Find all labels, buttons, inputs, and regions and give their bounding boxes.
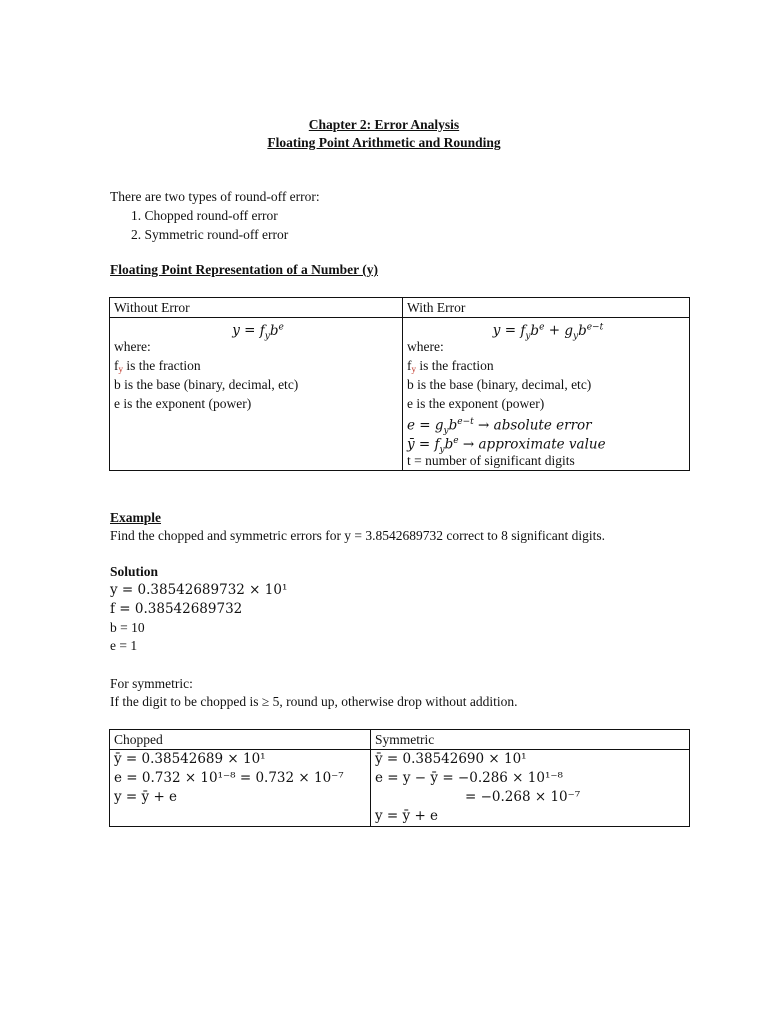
example-heading: Example [110,510,162,525]
representation-table [109,297,690,471]
symmetric-note-rule: If the digit to be chopped is ≥ 5, round up, otherwise drop without addition. [110,694,518,709]
example-prompt: Find the chopped and symmetric errors for y = 3.8542689732 correct to 8 significant digits. [110,528,606,543]
solution-y: y = 0.38542689732 × 10¹ [110,582,288,598]
symmetric-error: e = y − ȳ = −0.286 × 10¹⁻⁸ [375,770,563,786]
chopped-header: Chopped [114,732,163,747]
left-header: Without Error [114,300,190,315]
right-exponent: e is the exponent (power) [407,396,545,411]
left-base: b is the base (binary, decimal, etc) [114,377,299,392]
chopped-approx: ȳ = 0.38542689 × 10¹ [114,751,266,767]
right-header: With Error [407,300,466,315]
list-item: 2. Symmetric round-off error [131,227,289,242]
symmetric-header: Symmetric [375,732,435,747]
right-formula: $y = f_yb^e + g_yb^{e-t}$ [492,322,604,342]
approximate-value-line: ȳ = $f_yb^e$ → approximate value [407,436,606,456]
chopped-error: e = 0.732 × 10¹⁻⁸ = 0.732 × 10⁻⁷ [114,770,344,786]
right-base: b is the base (binary, decimal, etc) [407,377,592,392]
left-exponent: e is the exponent (power) [114,396,252,411]
representation-heading: Floating Point Representation of a Number (y) [110,262,378,277]
absolute-error-line: $e = g_yb^{e-t}$ → absolute error [407,417,592,437]
section-subtitle: Floating Point Arithmetic and Rounding [267,135,501,150]
solution-b: b = 10 [110,620,145,635]
symmetric-relation: y = ȳ + e [375,808,439,824]
solution-heading: Solution [110,564,159,579]
comparison-table [109,729,690,827]
right-fraction: fy is the fraction [407,358,494,374]
list-item: 1. Chopped round-off error [131,208,278,223]
symmetric-note-title: For symmetric: [110,676,193,691]
significant-digits-line: t = number of significant digits [407,453,575,468]
intro-lead: There are two types of round-off error: [110,189,320,204]
solution-f: f = 0.38542689732 [110,601,243,617]
right-where: where: [407,339,444,354]
left-fraction: fy is the fraction [114,358,201,374]
symmetric-error-result: = −0.268 × 10⁻⁷ [465,789,581,805]
solution-e: e = 1 [110,638,138,653]
left-where: where: [114,339,151,354]
chopped-relation: y = ȳ + e [114,789,178,805]
chapter-title: Chapter 2: Error Analysis [308,117,460,132]
symmetric-approx: ȳ = 0.38542690 × 10¹ [375,751,527,767]
left-formula: $y = f_yb^e$ [232,322,284,342]
